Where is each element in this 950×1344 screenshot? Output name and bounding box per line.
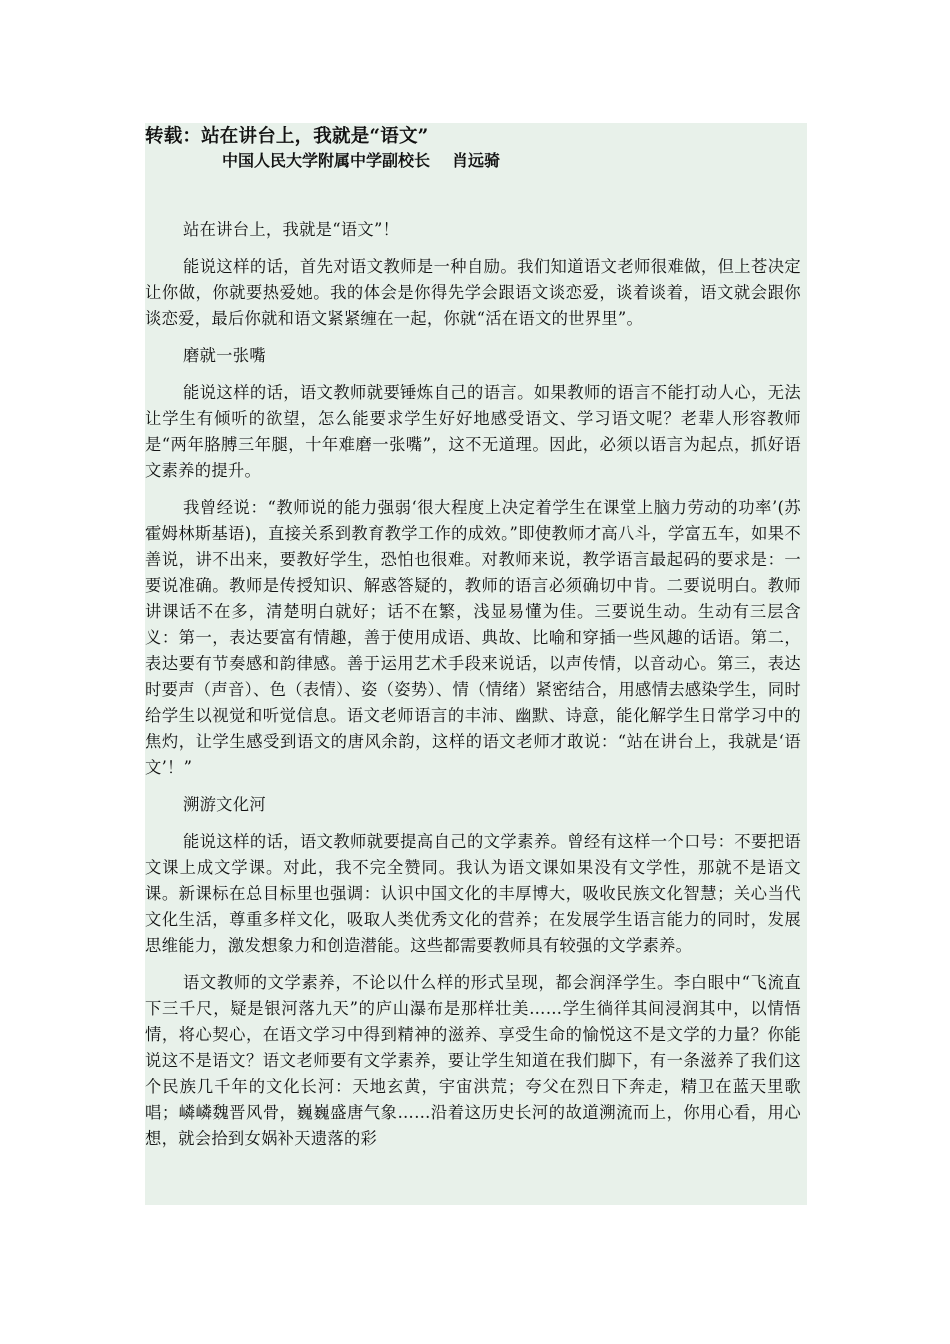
article-title: 转载：站在讲台上，我就是“语文”: [145, 126, 429, 147]
author-name: 肖远骑: [452, 151, 501, 170]
article-body: [145, 217, 801, 1152]
section-heading: 磨就一张嘴: [183, 346, 266, 365]
paragraph-opening: 站在讲台上，我就是“语文”！: [183, 220, 400, 239]
paragraph: 能说这样的话，首先对语文教师是一种自励。我们知道语文老师很难做，但上苍决定让你做，你就要热爱她。我的体会是你得先学会跟语文谈恋爱，谈着谈着，语文就会跟你谈恋爱，最后你就和语文紧紧缠在一起，你就“活在语文的世界里”。: [145, 257, 801, 328]
paragraph: 能说这样的话，语文教师就要锤炼自己的语言。如果教师的语言不能打动人心，无法让学生有倾听的欲望，怎么能要求学生好好地感受语文、学习语文呢？老辈人形容教师是“两年胳膊三年腿，十年难磨一张嘴”，这不无道理。因此，必须以语言为起点，抓好语文素养的提升。: [145, 383, 801, 480]
author-role: 中国人民大学附属中学副校长: [222, 151, 431, 170]
paragraph: 能说这样的话，语文教师就要提高自己的文学素养。曾经有这样一个口号：不要把语文课上成文学课。对此，我不完全赞同。我认为语文课如果没有文学性，那就不是语文课。新课标在总目标里也强调：认识中国文化的丰厚博大，吸收民族文化智慧；关心当代文化生活，尊重多样文化，吸取人类优秀文化的营养；在发展学生语言能力的同时，发展思维能力，激发想象力和创造潜能。这些都需要教师具有较强的文学素养。: [145, 832, 801, 955]
section-heading: 溯游文化河: [183, 795, 266, 814]
article-byline: [222, 149, 801, 173]
document-page: [145, 123, 807, 1205]
paragraph: 语文教师的文学素养，不论以什么样的形式呈现，都会润泽学生。李白眼中“飞流直下三千尺，疑是银河落九天”的庐山瀑布是那样壮美……学生徜徉其间浸润其中，以情悟情，将心契心，在语文学习中得到精神的滋养、享受生命的愉悦这不是文学的力量？你能说这不是语文？语文老师要有文学素养，要让学生知道在我们脚下，有一条滋养了我们这个民族几千年的文化长河：天地玄黄，宇宙洪荒；夸父在烈日下奔走，精卫在蓝天里歌唱；嶙嶙魏晋风骨，巍巍盛唐气象……沿着这历史长河的故道溯流而上，你用心看，用心想，就会拾到女娲补天遗落的彩: [145, 973, 801, 1148]
paragraph: 我曾经说：“教师说的能力强弱‘很大程度上决定着学生在课堂上脑力劳动的功率’(苏霍姆林斯基语)，直接关系到教育教学工作的成效。”即使教师才高八斗，学富五车，如果不善说，讲不出来，要教好学生，恐怕也很难。对教师来说，教学语言最起码的要求是：一要说准确。教师是传授知识、解惑答疑的，教师的语言必须确切中肯。二要说明白。教师讲课话不在多，清楚明白就好；话不在繁，浅显易懂为佳。三要说生动。生动有三层含义：第一，表达要富有情趣，善于使用成语、典故、比喻和穿插一些风趣的话语。第二，表达要有节奏感和韵律感。善于运用艺术手段来说话，以声传情，以音动心。第三，表达时要声（声音）、色（表情）、姿（姿势）、情（情绪）紧密结合，用感情去感染学生，同时给学生以视觉和听觉信息。语文老师语言的丰沛、幽默、诗意，能化解学生日常学习中的焦灼，让学生感受到语文的唐风余韵，这样的语文老师才敢说：“站在讲台上，我就是‘语文’！”: [145, 498, 801, 777]
